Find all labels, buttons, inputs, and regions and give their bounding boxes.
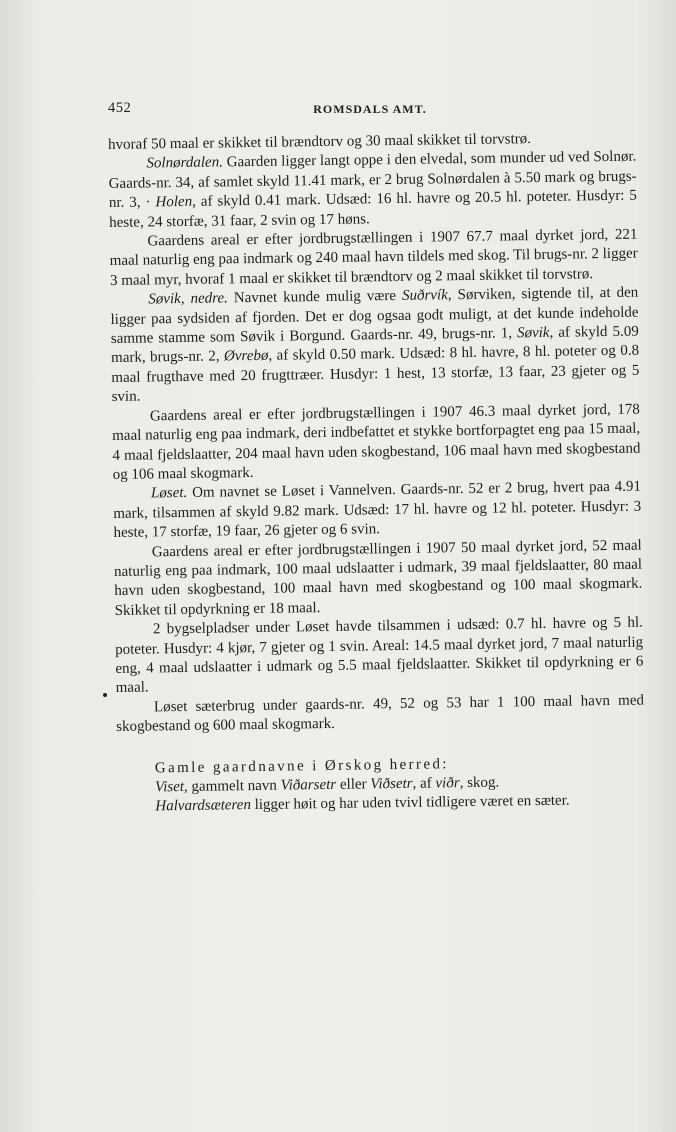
body-text	[108, 129, 645, 818]
text-run: eller	[336, 776, 371, 793]
italic-name: Løset.	[150, 485, 188, 502]
italic-name: Holen	[155, 194, 193, 211]
paragraph	[109, 226, 638, 292]
paragraph	[108, 148, 637, 233]
paragraph	[115, 614, 644, 699]
italic-name: Viðarsetr	[280, 776, 337, 794]
paragraph	[114, 536, 643, 621]
text-run: Navnet kunde mulig være	[227, 288, 403, 307]
page-number: 452	[108, 100, 132, 116]
text-run: , af skyld 0.50 mark. Udsæd: 8 hl. havre, 8 hl. poteter og 0.8 maal frugthave med 20 frugttræer. Husdyr: 1 hest, 13 storfæ, 13 faar, 23 gjeter og 5 svin.	[111, 343, 640, 406]
italic-name: Viðsetr	[370, 775, 413, 793]
text-run: , af skyld 5.09 mark, brugs-nr. 2,	[110, 323, 639, 367]
text-run: , af	[412, 775, 436, 792]
text-run: Gaardens areal er efter jordbrugstællingen i 1907 46.3 maal dyrket jord, 178 maal naturlig eng paa indmark, deri indbefattet et stykke bortforpagtet eng paa 15 maal, 4 maal fjeldslaatter, 204 maal havn uden skogbestand, 106 maal havn med skogbestand og 106 maal skogmark.	[112, 401, 641, 483]
italic-name: viðr	[435, 775, 460, 792]
text-run: Gaarden ligger langt oppe i den elvedal, som munder ud ved Solnør. Gaards-nr. 34, af samlet skyld 11.41 mark, er 2 brug Solnørdalen à 5.50 mark og brugs-nr. 3, ·	[108, 149, 637, 212]
text-run: , af skyld 0.41 mark. Udsæd: 16 hl. havre og 20.5 hl. poteter. Husdyr: 5 heste, 24 storfæ, 31 faar, 2 svin og 17 høns.	[109, 187, 637, 231]
italic-name: Solnørdalen.	[146, 154, 224, 172]
text-run: , Sørviken, sigtende til, at den ligger paa sydsiden af fjorden. Det er dog ogsaa godt muligt, at det kunde indeholde samme stamme som Søvik i Borgund. Gaards-nr. 49, brugs-nr. 1,	[110, 284, 639, 348]
section-heading: Gamle gaardnavne i Ørskog herred:	[154, 755, 450, 777]
paragraph	[116, 691, 644, 737]
text-run: hvoraf 50 maal er skikket til brændtorv og 30 maal skikket til torvstrø.	[108, 131, 532, 153]
text-run: 2 bygselpladser under Løset havde tilsammen i udsæd: 0.7 hl. havre og 5 hl. poteter. Husdyr: 4 kjør, 7 gjeter og 1 svin. Areal: 14.5 maal dyrket jord, 7 maal naturlig eng, 4 maal udslaatter i udmark og 5.5 maal fjeldslaatter. Skikket til opdyrkning er 6 maal.	[115, 614, 644, 697]
italic-name: Søvik, nedre.	[148, 290, 228, 308]
italic-name: Viset	[154, 779, 185, 796]
italic-name: Suðrvík	[401, 287, 448, 305]
running-title: ROMSDALS AMT.	[313, 102, 427, 116]
text-run: ligger høit og har uden tvivl tidligere været en sæter.	[250, 793, 570, 814]
text-run: Gaardens areal er efter jordbrugstællingen i 1907 50 maal dyrket jord, 52 maal naturlig eng paa indmark, 100 maal udslaatter i udmark, 39 maal fjeldslaatter, 80 maal havn uden skogbestand, 100 maal havn med skogbestand og 100 maal skogmark. Skikket til opdyrkning er 18 maal.	[113, 537, 643, 619]
italic-name: Halvardsæteren	[155, 797, 252, 815]
text-run: Om navnet se Løset i Vannelven. Gaards-nr. 52 er 2 brug, hvert paa 4.91 mark, tilsammen af skyld 9.82 mark. Udsæd: 17 hl. havre og 12 hl. poteter. Husdyr: 3 heste, 17 storfæ, 19 faar, 26 gjeter og 6 svin.	[113, 478, 642, 542]
text-run: , skog.	[459, 774, 500, 792]
text-run: Gaardens areal er efter jordbrugstællingen i 1907 67.7 maal dyrket jord, 221 maal naturlig eng paa indmark og 240 maal havn tildels med skog. Til brugs-nr. 2 ligger 3 maal myr, hvoraf 1 maal er skikket til brændtorv og 2 maal skikket til torvstrø.	[109, 226, 638, 289]
italic-name: Øvrebø	[223, 348, 269, 365]
paragraph	[112, 400, 641, 485]
italic-name: Søvik	[516, 324, 550, 342]
paragraph	[110, 284, 640, 408]
margin-mark	[103, 693, 107, 697]
text-run: Løset sæterbrug under gaards-nr. 49, 52 og 53 har 1 100 maal havn med skogbestand og 600 maal skogmark.	[116, 692, 645, 736]
paragraph	[113, 478, 642, 544]
text-run: , gammelt navn	[183, 777, 281, 796]
